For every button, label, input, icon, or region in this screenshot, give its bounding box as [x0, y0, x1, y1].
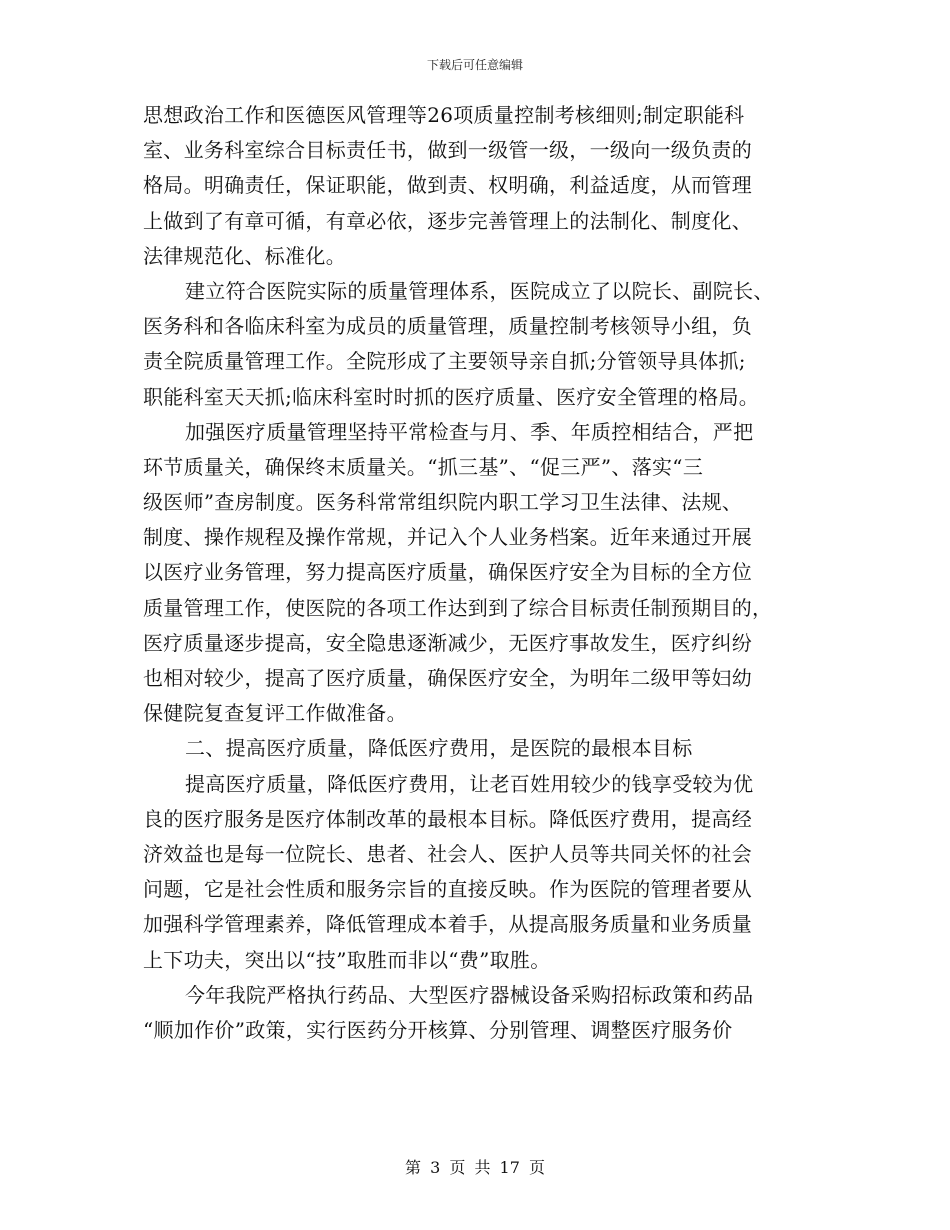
page-header: 下载后可任意编辑 [426, 58, 523, 72]
text-line: 制度、操作规程及操作常规，并记入个人业务档案。近年来通过开展 [143, 525, 752, 550]
text-line: 职能科室天天抓;临床科室时时抓的医疗质量、医疗安全管理的格局。 [143, 384, 760, 409]
text-line: 济效益也是每一位院长、患者、社会人、医护人员等共同关怀的社会 [143, 841, 752, 866]
document-body [143, 98, 823, 1048]
text-line: 格局。明确责任，保证职能，做到责、权明确，利益适度，从而管理 [143, 173, 752, 198]
text-line: 环节质量关，确保终末质量关。“抓三基”、“促三严”、落实“三 [143, 454, 704, 479]
text-line: 质量管理工作，使医院的各项工作达到到了综合目标责任制预期目的， [143, 595, 773, 620]
text-line: 医疗质量逐步提高，安全隐患逐渐减少，无医疗事故发生，医疗纠纷 [143, 630, 752, 655]
text-line: 以医疗业务管理，努力提高医疗质量，确保医疗安全为目标的全方位 [143, 560, 752, 585]
text-line: 提高医疗质量，降低医疗费用，让老百姓用较少的钱享受较为优 [185, 771, 754, 796]
text-line: 医务科和各临床科室为成员的质量管理，质量控制考核领导小组，负 [143, 314, 752, 339]
text-line: 室、业务科室综合目标责任书，做到一级管一级，一级向一级负责的 [143, 138, 752, 163]
text-line: 今年我院严格执行药品、大型医疗器械设备采购招标政策和药品 [185, 982, 754, 1007]
text-line: 加强科学管理素养，降低管理成本着手，从提高服务质量和业务质量 [143, 912, 752, 937]
text-line: 思想政治工作和医德医风管理等26项质量控制考核细则;制定职能科 [143, 103, 745, 127]
text-line: “顺加作价”政策，实行医药分开核算、分别管理、调整医疗服务价 [143, 1017, 733, 1042]
text-line: 上下功夫，突出以“技”取胜而非以“费”取胜。 [143, 947, 551, 972]
text-line: 责全院质量管理工作。全院形成了主要领导亲自抓;分管领导具体抓; [143, 349, 746, 374]
text-line: 法律规范化、标准化。 [143, 243, 346, 268]
text-line: 级医师”查房制度。医务科常常组织院内职工学习卫生法律、法规、 [143, 490, 743, 515]
text-line: 二、提高医疗质量，降低医疗费用，是医院的最根本目标 [185, 736, 693, 761]
text-line: 也相对较少，提高了医疗质量，确保医疗安全，为明年二级甲等妇幼 [143, 666, 752, 690]
text-line: 建立符合医院实际的质量管理体系，医院成立了以院长、副院长、 [185, 278, 774, 303]
text-line: 良的医疗服务是医疗体制改革的最根本目标。降低医疗费用，提高经 [143, 806, 752, 831]
text-line: 加强医疗质量管理坚持平常检查与月、季、年质控相结合，严把 [185, 419, 754, 444]
text-line: 保健院复查复评工作做准备。 [143, 701, 407, 726]
page-footer: 第 3 页 共 17 页 [405, 1158, 545, 1177]
text-line: 上做到了有章可循，有章必依，逐步完善管理上的法制化、制度化、 [143, 208, 752, 233]
text-line: 问题，它是社会性质和服务宗旨的直接反映。作为医院的管理者要从 [143, 877, 752, 902]
